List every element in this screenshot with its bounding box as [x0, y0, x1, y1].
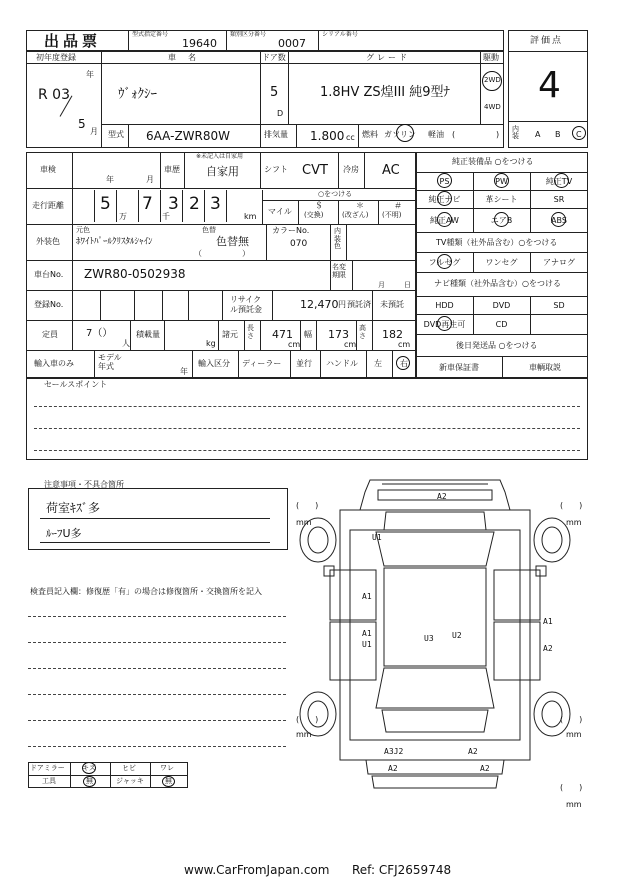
exterior-label: 外装色: [36, 237, 60, 246]
tv-oneseg: ワンセグ: [485, 257, 518, 267]
notes-title: 注意事項・不具合箇所: [44, 480, 124, 489]
width-value: 173: [328, 328, 349, 341]
doors-value: 5: [270, 85, 279, 100]
inspection-year-unit: 年: [106, 175, 114, 184]
reg-label: 登録No.: [34, 300, 64, 309]
damage-roof: U3: [424, 634, 434, 643]
damage-rear-lower-right: A2: [480, 764, 490, 773]
equip-aw: 純正AW: [430, 215, 459, 225]
interior-color-label: 内装色: [334, 227, 341, 251]
footer-ref: Ref: CFJ2659748: [352, 863, 452, 877]
history-value: 自家用: [206, 165, 239, 178]
recycle-label: リサイクル預託金: [230, 295, 262, 314]
dimensions-label: 諸元: [222, 330, 238, 339]
door-type: D: [277, 109, 284, 118]
navi-sd: SD: [553, 300, 565, 310]
kizu-circle: [82, 762, 96, 774]
dealer-label: ディーラー: [242, 359, 282, 368]
displacement-value: 1.800: [310, 129, 345, 143]
tool-circle: [83, 776, 96, 787]
damage-rear-bumper-right: A2: [468, 747, 478, 756]
spare-tire-paren: ( ): [560, 783, 583, 792]
tire-depth-fl-paren: ( ): [296, 501, 319, 510]
history-label: 車歴: [164, 165, 180, 174]
damage-right-rear-fender: A2: [543, 644, 553, 653]
length-value: 471: [272, 328, 293, 341]
import-year-unit: 年: [180, 367, 188, 376]
serial-label: シリアル番号: [322, 31, 358, 38]
interior-c-circle: [572, 126, 586, 140]
first-reg-month-unit: 月: [90, 127, 98, 136]
capacity-value: 7（）: [86, 328, 113, 339]
tire-depth-rl-unit: mm: [296, 730, 312, 739]
unknown-label: ＃: [394, 201, 402, 210]
tire-depth-rr-paren: ( ): [560, 715, 583, 724]
sales-point-label: セールスポイント: [44, 380, 108, 389]
width-label: 幅: [304, 330, 312, 339]
tire-depth-fr-paren: ( ): [560, 501, 583, 510]
damage-rear-lower-left: A2: [388, 764, 398, 773]
import-type-label: 輸入区分: [198, 359, 230, 368]
damage-left-rear-door-a: A1: [362, 629, 372, 638]
tamper-sub: (改ざん): [342, 211, 369, 219]
tamper-label: ＊: [356, 201, 364, 210]
load-label: 積載量: [136, 330, 160, 339]
recycle-not: 未預託: [380, 300, 404, 309]
tv-title: TV種類（社外品含む）○をつける: [436, 238, 558, 247]
length-label: 長さ: [247, 324, 254, 340]
damage-left-rear-door-u: U1: [362, 640, 372, 649]
original-color-label: 元色: [76, 226, 90, 234]
car-name-label: 車 名: [168, 53, 198, 62]
height-cm-unit: cm: [398, 340, 411, 349]
handle-left: 左: [374, 359, 382, 368]
fuel-paren-close: ): [496, 130, 500, 139]
mileage-maru-label: ○をつける: [318, 190, 353, 198]
equip-navi: 純正ナビ: [428, 194, 461, 204]
equip-aw-circle: [437, 212, 452, 227]
damage-front-bumper: A2: [437, 492, 447, 501]
equip-abs: ABS: [551, 215, 567, 225]
ac-value: AC: [382, 163, 400, 178]
height-value: 182: [382, 328, 403, 341]
interior-c: C: [576, 130, 582, 139]
mileage-label: 走行距離: [32, 201, 64, 210]
navi-dvd-play: DVD再生可: [423, 319, 466, 329]
tool-label: 工具: [42, 777, 56, 785]
drive-2wd-circle: [482, 71, 502, 91]
car-name-value: ｳﾞｫｸｼｰ: [118, 87, 157, 102]
parallel-label: 並行: [296, 359, 312, 368]
equip-tv: 純正TV: [545, 176, 573, 186]
equip-leather: 革シート: [485, 194, 518, 204]
navi-cd: CD: [495, 319, 508, 329]
fuel-label: 燃料: [362, 130, 378, 139]
detail-frame: [26, 152, 416, 378]
model-year-label: モデル年式: [98, 353, 122, 371]
notes-frame: [28, 488, 288, 550]
width-cm-unit: cm: [344, 340, 357, 349]
category-label: 類別区分番号: [230, 31, 267, 38]
model-designation-value: 19640: [182, 37, 217, 50]
history-note: ※未記入は自家用: [196, 153, 244, 160]
interior-a: A: [535, 130, 541, 139]
mileage-digit-1: 5: [100, 194, 111, 214]
shift-label: シフト: [264, 165, 288, 174]
sales-point-frame: [26, 378, 588, 460]
inspector-label: 検査員記入欄：修復歴「有」の場合は修復箇所・交換箇所を記入: [30, 587, 262, 596]
equip-ps: PS: [439, 176, 450, 186]
notes-line-2: ﾙｰﾌU多: [46, 527, 82, 540]
fuel-gas-circle: [396, 124, 414, 142]
import-label: 輸入車のみ: [34, 359, 74, 368]
first-reg-era: R 03: [38, 87, 70, 103]
drive-4wd: 4WD: [484, 103, 501, 111]
jack-value: 無: [165, 777, 172, 785]
fuel-diesel: 軽油: [428, 130, 444, 139]
ware-label: ワレ: [160, 764, 174, 772]
exchange-sub: (交換): [304, 211, 324, 219]
color-change-value: 色替無: [216, 235, 249, 248]
spare-tire-unit: mm: [566, 800, 582, 809]
first-reg-year-unit: 年: [86, 70, 94, 79]
interior-b: B: [555, 130, 561, 139]
mile-label: マイル: [268, 207, 292, 216]
doors-label: ドア数: [262, 53, 286, 62]
fuel-paren-open: (: [452, 130, 456, 139]
mileage-digit-4: 2: [189, 194, 200, 214]
model-designation-label: 型式指定番号: [132, 31, 169, 38]
load-kg-unit: kg: [206, 339, 216, 348]
tool-value: 無: [86, 777, 93, 785]
chassis-value: ZWR80-0502938: [84, 267, 186, 281]
notes-line-1: 荷室ｷｽﾞ多: [46, 501, 101, 515]
fuel-gas: ガソリン: [384, 130, 416, 139]
handle-right-circle: [396, 356, 410, 370]
mileage-km-unit: km: [244, 212, 257, 221]
mileage-digit-5: 3: [210, 194, 221, 214]
ac-label: 冷房: [343, 165, 359, 174]
equip-navi-circle: [437, 191, 452, 206]
interior-label: 内装: [512, 125, 519, 140]
genuine-title: 純正装備品 ○をつける: [452, 157, 534, 166]
chassis-label: 車台No.: [34, 270, 64, 279]
tv-analog: アナログ: [543, 257, 575, 267]
capacity-label: 定員: [42, 330, 58, 339]
length-cm-unit: cm: [288, 340, 301, 349]
grade-label: グレード: [366, 53, 410, 62]
model-value: 6AA-ZWR80W: [146, 129, 231, 143]
equip-airbag: エアB: [490, 215, 513, 225]
exchange-label: ＄: [315, 201, 323, 210]
equip-pw: PW: [495, 176, 508, 186]
rating-label: 評価点: [530, 36, 564, 46]
footer-site: www.CarFromJapan.com: [184, 863, 330, 877]
mileage-digit-2: 7: [142, 194, 153, 214]
drive-label: 駆動: [483, 53, 499, 62]
unknown-sub: (不明): [382, 211, 402, 219]
equip-airbag-circle: [494, 212, 509, 227]
color-no-label: カラーNo.: [272, 226, 310, 235]
jack-label: ジャッキ: [116, 777, 144, 785]
tv-fullseg: フルセグ: [428, 257, 461, 267]
drive-2wd: 2WD: [484, 76, 501, 84]
page-title: 出品票: [44, 32, 102, 50]
hibi-label: ヒビ: [122, 764, 136, 772]
navi-dvd: DVD: [492, 300, 511, 310]
category-value: 0007: [278, 37, 306, 50]
displacement-label: 排気量: [264, 130, 288, 139]
recycle-deposited: 預託済: [347, 300, 371, 309]
rating-value: 4: [538, 65, 561, 106]
exterior-color-value: ﾎﾜｲﾄﾊﾟｰﾙｸﾘｽﾀﾙｼｬｲﾝ: [76, 237, 153, 247]
color-no-value: 070: [290, 239, 308, 249]
capacity-unit: 人: [122, 339, 130, 348]
name-change-day-unit: 日: [404, 281, 411, 289]
height-label: 高さ: [359, 324, 366, 340]
damage-front-left: U1: [372, 533, 382, 542]
tire-depth-rr-unit: mm: [566, 730, 582, 739]
damage-right-rear-door-u: U2: [452, 631, 462, 640]
equip-tv-circle: [554, 173, 569, 188]
handle-label: ハンドル: [326, 359, 358, 368]
mirror-label: ドアミラー: [30, 764, 65, 772]
mileage-man-unit: 万: [119, 212, 127, 221]
equip-sr: SR: [553, 194, 565, 204]
navi-title: ナビ種類（社外品含む）○をつける: [434, 279, 561, 288]
name-change-month-unit: 月: [378, 281, 385, 289]
equip-pw-circle: [494, 173, 509, 188]
later-title: 後日発送品 ○をつける: [456, 341, 538, 350]
mileage-sen-unit: 千: [162, 212, 170, 221]
kizu-label: キズ: [82, 764, 96, 772]
tire-depth-rl-paren: ( ): [296, 715, 319, 724]
equip-ps-circle: [437, 173, 452, 188]
name-change-label: 名変期限: [332, 263, 346, 279]
color-paren: （ ）: [194, 249, 250, 258]
damage-right-front-fender: A1: [543, 617, 553, 626]
inspection-month-unit: 月: [146, 175, 154, 184]
recycle-amount: 12,470: [300, 298, 339, 311]
displacement-unit: cc: [346, 133, 355, 142]
later-manual: 車輌取説: [529, 362, 561, 372]
mileage-digit-3: 3: [168, 194, 179, 214]
tire-depth-fl-unit: mm: [296, 518, 312, 527]
model-label: 型式: [108, 130, 124, 139]
inspection-label: 車検: [40, 165, 56, 174]
equip-abs-circle: [551, 212, 566, 227]
damage-rear-bumper-left: A3J2: [384, 747, 404, 756]
damage-left-front-door: A1: [362, 592, 372, 601]
first-reg-label: 初年度登録: [36, 53, 76, 62]
recycle-unit: 円: [338, 300, 346, 309]
navi-dvd-play-circle: [437, 316, 452, 331]
tv-fullseg-circle: [437, 254, 452, 269]
later-warranty: 新車保証書: [439, 362, 479, 372]
jack-circle: [162, 776, 175, 787]
navi-hdd: HDD: [435, 300, 454, 310]
handle-right: 右: [400, 359, 408, 368]
shift-value: CVT: [302, 163, 328, 178]
car-damage-diagram: [290, 470, 590, 815]
color-change-label: 色替: [202, 226, 216, 234]
first-reg-month: 5: [78, 117, 86, 131]
grade-value: 1.8HV ZS煌III 純9型ﾅ: [320, 85, 451, 100]
tire-depth-fr-unit: mm: [566, 518, 582, 527]
